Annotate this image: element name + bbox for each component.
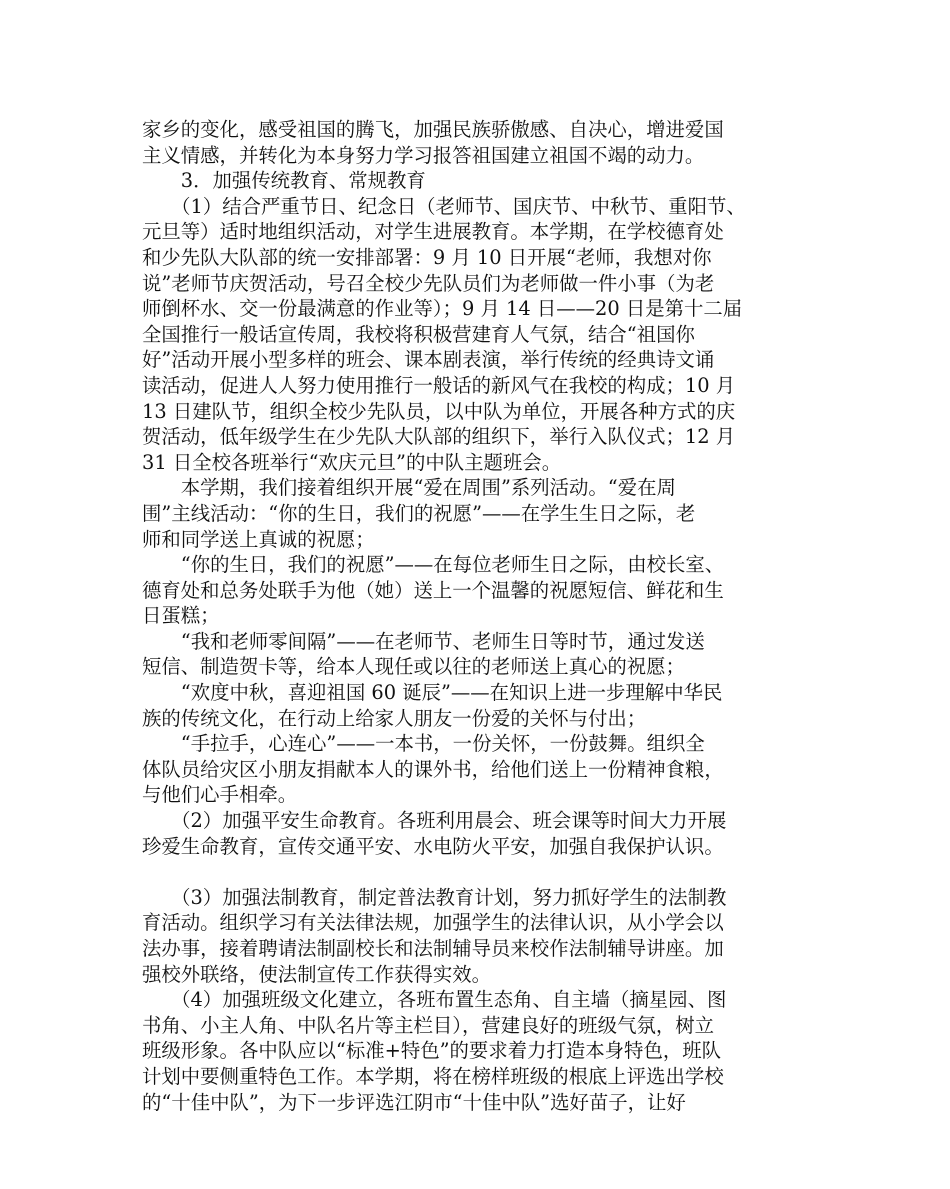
- text-line: “我和老师零间隔”——在老师节、老师生日等时节，通过发送: [142, 629, 705, 653]
- text-line: 师倒杯水、交一份最满意的作业等）；9 月 14 日——20 日是第十二届: [142, 297, 743, 321]
- text-line: 珍爱生命教育，宣传交通平安、水电防火平安，加强自我保护认识。: [142, 834, 724, 858]
- text-line: 贺活动，低年级学生在少先队大队部的组织下，举行入队仪式；12 月: [142, 425, 736, 449]
- text-line: 围”主线活动：“你的生日，我们的祝愿”——在学生生日之际，老: [142, 501, 696, 525]
- text-line: （1）结合严重节日、纪念日（老师节、国庆节、中秋节、重阳节、: [142, 194, 746, 218]
- text-line: 全国推行一般话宣传周，我校将积极营建育人气氛，结合“祖国你: [142, 322, 695, 346]
- text-line: 说”老师节庆贺活动，号召全校少先队员们为老师做一件小事（为老: [142, 271, 715, 295]
- text-line: 体队员给灾区小朋友捐献本人的课外书，给他们送上一份精神食粮，: [142, 757, 724, 781]
- text-line: 育活动。组织学习有关法律法规，加强学生的法律认识，从小学会以: [142, 911, 724, 935]
- text-line: 师和同学送上真诚的祝愿；: [142, 527, 375, 551]
- text-line: 31 日全校各班举行“欢庆元旦”的中队主题班会。: [142, 450, 562, 474]
- text-line: 和少先队大队部的统一安排部署：9 月 10 日开展“老师，我想对你: [142, 245, 712, 269]
- text-line: 本学期，我们接着组织开展“爱在周围”系列活动。“爱在周: [142, 476, 676, 500]
- text-line: （3）加强法制教育，制定普法教育计划，努力抓好学生的法制教: [142, 885, 727, 909]
- section-heading: 3．加强传统教育、常规教育: [142, 169, 426, 193]
- text-line: 元旦等）适时地组织活动，对学生进展教育。本学期，在学校德育处: [142, 220, 724, 244]
- text-line: 班级形象。各中队应以“标准+特色”的要求着力打造本身特色，班队: [142, 1039, 722, 1063]
- text-line: 计划中要侧重特色工作。本学期，将在榜样班级的根底上评选出学校: [142, 1064, 724, 1088]
- text-line: 族的传统文化，在行动上给家人朋友一份爱的关怀与付出；: [142, 706, 647, 730]
- text-line: 家乡的变化，感受祖国的腾飞，加强民族骄傲感、自决心，增进爱国: [142, 118, 724, 141]
- text-line: 13 日建队节，组织全校少先队员，以中队为单位，开展各种方式的庆: [142, 399, 736, 423]
- text-line: 的“十佳中队”，为下一步评选江阴市“十佳中队”选好苗子，让好: [142, 1090, 686, 1114]
- text-line: “手拉手，心连心”——一本书，一份关怀，一份鼓舞。组织全: [142, 732, 705, 756]
- text-line: 好”活动开展小型多样的班会、课本剧表演，举行传统的经典诗文诵: [142, 348, 715, 372]
- text-line: 德育处和总务处联手为他（她）送上一个温馨的祝愿短信、鲜花和生: [142, 578, 724, 602]
- text-line: 书角、小主人角、中队名片等主栏目），营建良好的班级气氛，树立: [142, 1013, 715, 1037]
- paragraph-spacer: [142, 859, 838, 885]
- text-line: （4）加强班级文化建立，各班布置生态角、自主墙（摘星园、图: [142, 988, 727, 1012]
- text-line: “你的生日，我们的祝愿”——在每位老师生日之际，由校长室、: [142, 553, 725, 577]
- text-line: 短信、制造贺卡等，给本人现任或以往的老师送上真心的祝愿；: [142, 655, 685, 679]
- document-body: [142, 117, 838, 1115]
- text-line: 主义情感，并转化为本身努力学习报答祖国建立祖国不竭的动力。: [142, 143, 705, 167]
- text-line: 读活动，促进人人努力使用推行一般话的新风气在我校的构成；10 月: [142, 373, 736, 397]
- text-line: “欢度中秋，喜迎祖国 60 诞辰”——在知识上进一步理解中华民: [142, 681, 723, 705]
- text-line: （2）加强平安生命教育。各班利用晨会、班会课等时间大力开展: [142, 809, 727, 833]
- text-line: 强校外联络，使法制宣传工作获得实效。: [142, 962, 492, 986]
- text-line: 日蛋糕；: [142, 604, 220, 628]
- text-line: 与他们心手相牵。: [142, 783, 298, 807]
- text-line: 法办事，接着聘请法制副校长和法制辅导员来校作法制辅导讲座。加: [142, 937, 724, 960]
